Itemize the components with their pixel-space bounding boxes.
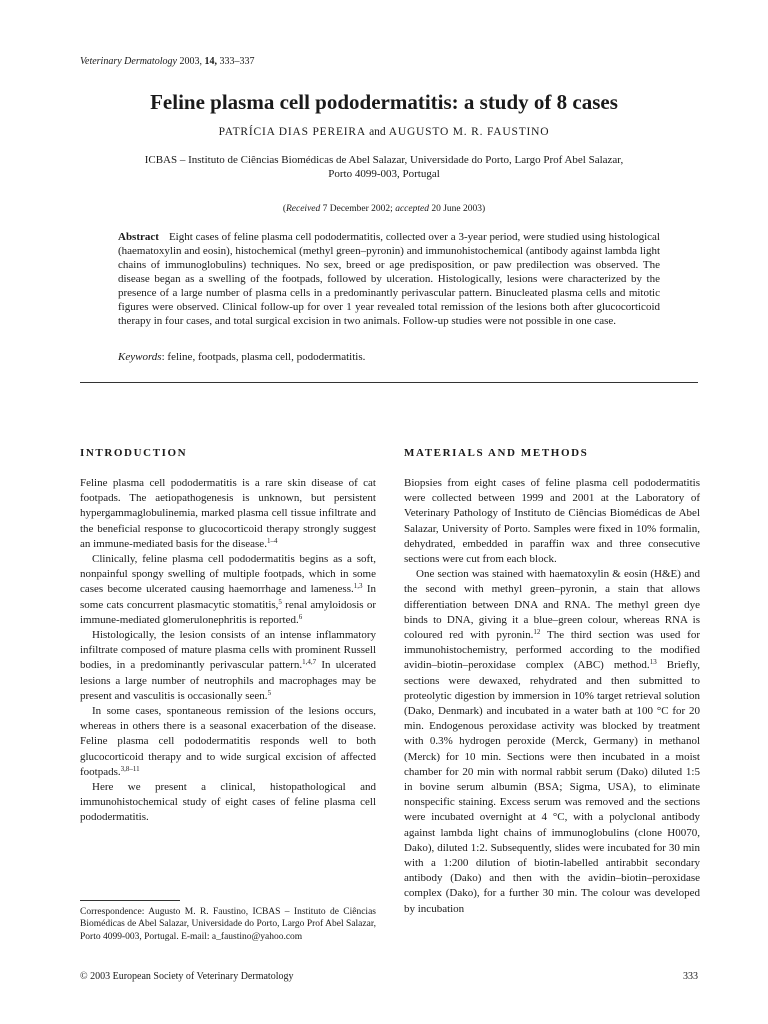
author-list — [0, 125, 768, 139]
copyright-notice: © 2003 European Society of Veterinary Dermatology — [80, 971, 294, 982]
citation-ref: 5 — [267, 688, 272, 697]
citation-ref: 6 — [298, 612, 303, 621]
accepted-date: 20 June — [431, 204, 461, 214]
paragraph-text: renal amyloidosis or immune-mediated glomerulonephritis is reported. — [80, 598, 376, 626]
accepted-year: 2003) — [463, 204, 486, 214]
paragraph — [80, 704, 376, 780]
received-dates — [0, 203, 768, 215]
received-year: 2002; — [371, 204, 393, 214]
paragraph-text: One section was stained with haematoxylin & eosin (H&E) and the second with methyl green–pyronin, a stain that allows differentiation between DNA and RNA. The methyl green dye binds to DNA, giving it a blue–green colour, whereas RNA is coloured red with pyronin. — [404, 568, 700, 642]
paragraph — [80, 552, 376, 628]
paragraph — [80, 780, 376, 826]
paragraph-text: The third section was used for immunohistochemistry, performed according to the modified avidin–biotin–peroxidase complex (ABC) method. — [404, 629, 700, 672]
paragraph-text: Biopsies from eight cases of feline plasma cell pododermatitis were collected between 1999 and 2001 at the Laboratory of Veterinary Pathology of Instituto de Ciências Biomédicas de Abel Salazar, University of Porto. Samples were fixed in 10% formalin, dehydrated, embedded in paraffin wax and three consecutive sections were cut from each block. — [404, 477, 700, 566]
paragraph-text: Clinically, feline plasma cell pododermatitis begins as a soft, nonpainful spongy swelling of multiple footpads, which in some cases become ulcerated causing haemorrhage and lameness. — [80, 553, 376, 596]
paragraph-text: Histologically, the lesion consists of an intense inflammatory infiltrate composed of mature plasma cells with prominent Russell bodies, in a predominantly perivascular pattern. — [80, 629, 376, 672]
citation-ref: 3,8–11 — [120, 764, 140, 773]
journal-citation — [80, 56, 254, 68]
left-column — [80, 446, 376, 826]
keywords-text: : feline, footpads, plasma cell, pododermatitis. — [161, 351, 366, 363]
paragraph — [404, 476, 700, 567]
affiliation-line: ICBAS – Instituto de Ciências Biomédicas de Abel Salazar, Universidade do Porto, Largo Prof Abel Salazar, — [144, 154, 624, 166]
keywords-label: Keywords — [118, 351, 162, 363]
received-open-paren: ( — [282, 204, 286, 214]
methods-body — [404, 476, 700, 917]
citation-ref: 12 — [533, 628, 541, 637]
journal-volume: 14, — [204, 56, 217, 67]
abstract — [118, 230, 660, 328]
paragraph — [404, 567, 700, 917]
citation-ref: 1,3 — [353, 582, 363, 591]
citation-ref: 5 — [278, 597, 282, 606]
right-column — [404, 446, 700, 917]
correspondence-footnote: Correspondence: Augusto M. R. Faustino, ICBAS – Instituto de Ciências Biomédicas de Abel Salazar, Universidade do Porto, Largo Prof Abel Salazar, Porto 4099-003, Portugal. E-mail: a_faustino@yahoo.com — [80, 907, 376, 942]
author-conjunction: and — [369, 126, 386, 138]
journal-pages: 333–337 — [219, 56, 255, 67]
introduction-body — [80, 476, 376, 826]
footnote-divider — [80, 900, 180, 901]
abstract-text: Eight cases of feline plasma cell pododermatitis, collected over a 3-year period, were studied using histological (haematoxylin and eosin), histochemical (methyl green–pyronin) and immunohistochemical (antibody against lambda light chains of immunoglobulins) techniques. No sex, breed or age predisposition, or paw predilection was observed. The disease began as a swelling of the footpads, followed by ulceration. Histologically, lesions were characterized by the presence of a large number of plasma cells in a predominantly perivascular pattern. Binucleated plasma cells and mitotic figures were observed. Clinical follow-up for over 1 year revealed total remission of the lesions both after glucocorticoid therapy in four cases, and total surgical excision in two animals. Follow-up studies were not possible in one case. — [118, 231, 660, 328]
author-name: AUGUSTO M. R. FAUSTINO — [388, 126, 550, 138]
citation-ref: 1–4 — [266, 536, 278, 545]
article-title: Feline plasma cell pododermatitis: a study of 8 cases — [150, 90, 618, 114]
affiliation-line: Porto 4099-003, Portugal — [328, 168, 440, 180]
methods-heading: MATERIALS AND METHODS — [404, 447, 589, 459]
affiliation — [110, 153, 658, 181]
paragraph — [80, 476, 376, 552]
abstract-label: Abstract — [118, 231, 159, 243]
page-number: 333 — [683, 971, 698, 982]
paragraph-text: Feline plasma cell pododermatitis is a rare skin disease of cat footpads. The aetiopathogenesis is unknown, but persistent hypergammaglobulinemia, marked plasma cell tissue infiltrate and the beneficial response to glucocorticoid therapy strongly suggest an immune-mediated basis for the disease. — [80, 477, 376, 550]
paragraph-text: In some cases, spontaneous remission of the lesions occurs, whereas in others there is a seasonal exacerbation of the disease. Feline plasma cell pododermatitis responds well to both glucocorticoid therapy and to wide surgical excision of affected footpads. — [80, 705, 376, 778]
paragraph-text: In some cats concurrent plasmacytic stomatitis, — [80, 583, 376, 611]
keywords — [118, 350, 660, 364]
received-label: Received — [285, 204, 321, 214]
journal-year: 2003, — [179, 56, 202, 67]
paragraph-text: Briefly, sections were dewaxed, rehydrated and then submitted to proteolytic digestion by immersion in 10% target retrieval solution (Dako, Denmark) and incubated in a water bath at 100 °C for 20 min. Endogenous peroxidase activity was blocked by treatment with 0.3% hydrogen peroxide (Merck, Germany) in methanol (Merck) for 10 min. Sections were then incubated in a moist chamber for 20 min with normal rabbit serum (Dako) diluted 1:5 in bovine serum albumin (BSA; Sigma, USA), to eliminate nonspecific staining. Excess serum was removed and the sections were incubated overnight at 4 °C, with a polyclonal antibody against lambda light chains of immunoglobulins (clone H0070, Dako), diluted 1:2. Subsequently, slides were incubated for 30 min with a 1:200 dilution of biotin-labelled antirabbit secondary antibody (Dako) and then with the avidin–biotin–peroxidase complex (Dako), for a further 30 min. The colour was developed by incubation — [404, 659, 700, 915]
citation-ref: 1,4,7 — [302, 658, 317, 667]
accepted-label: accepted — [395, 204, 429, 214]
journal-name: Veterinary Dermatology — [80, 56, 177, 67]
citation-ref: 13 — [649, 658, 657, 667]
received-date: 7 December — [322, 204, 369, 214]
introduction-heading: INTRODUCTION — [80, 447, 188, 459]
paragraph — [80, 628, 376, 704]
paragraph-text: In ulcerated lesions a large number of neutrophils and macrophages may be present and vasculitis is occasionally seen. — [80, 659, 376, 702]
section-divider — [80, 382, 698, 383]
paragraph-text: Here we present a clinical, histopathological and immunohistochemical study of eight cases of feline plasma cell pododermatitis. — [80, 781, 376, 824]
author-name: PATRÍCIA DIAS PEREIRA — [218, 126, 366, 138]
